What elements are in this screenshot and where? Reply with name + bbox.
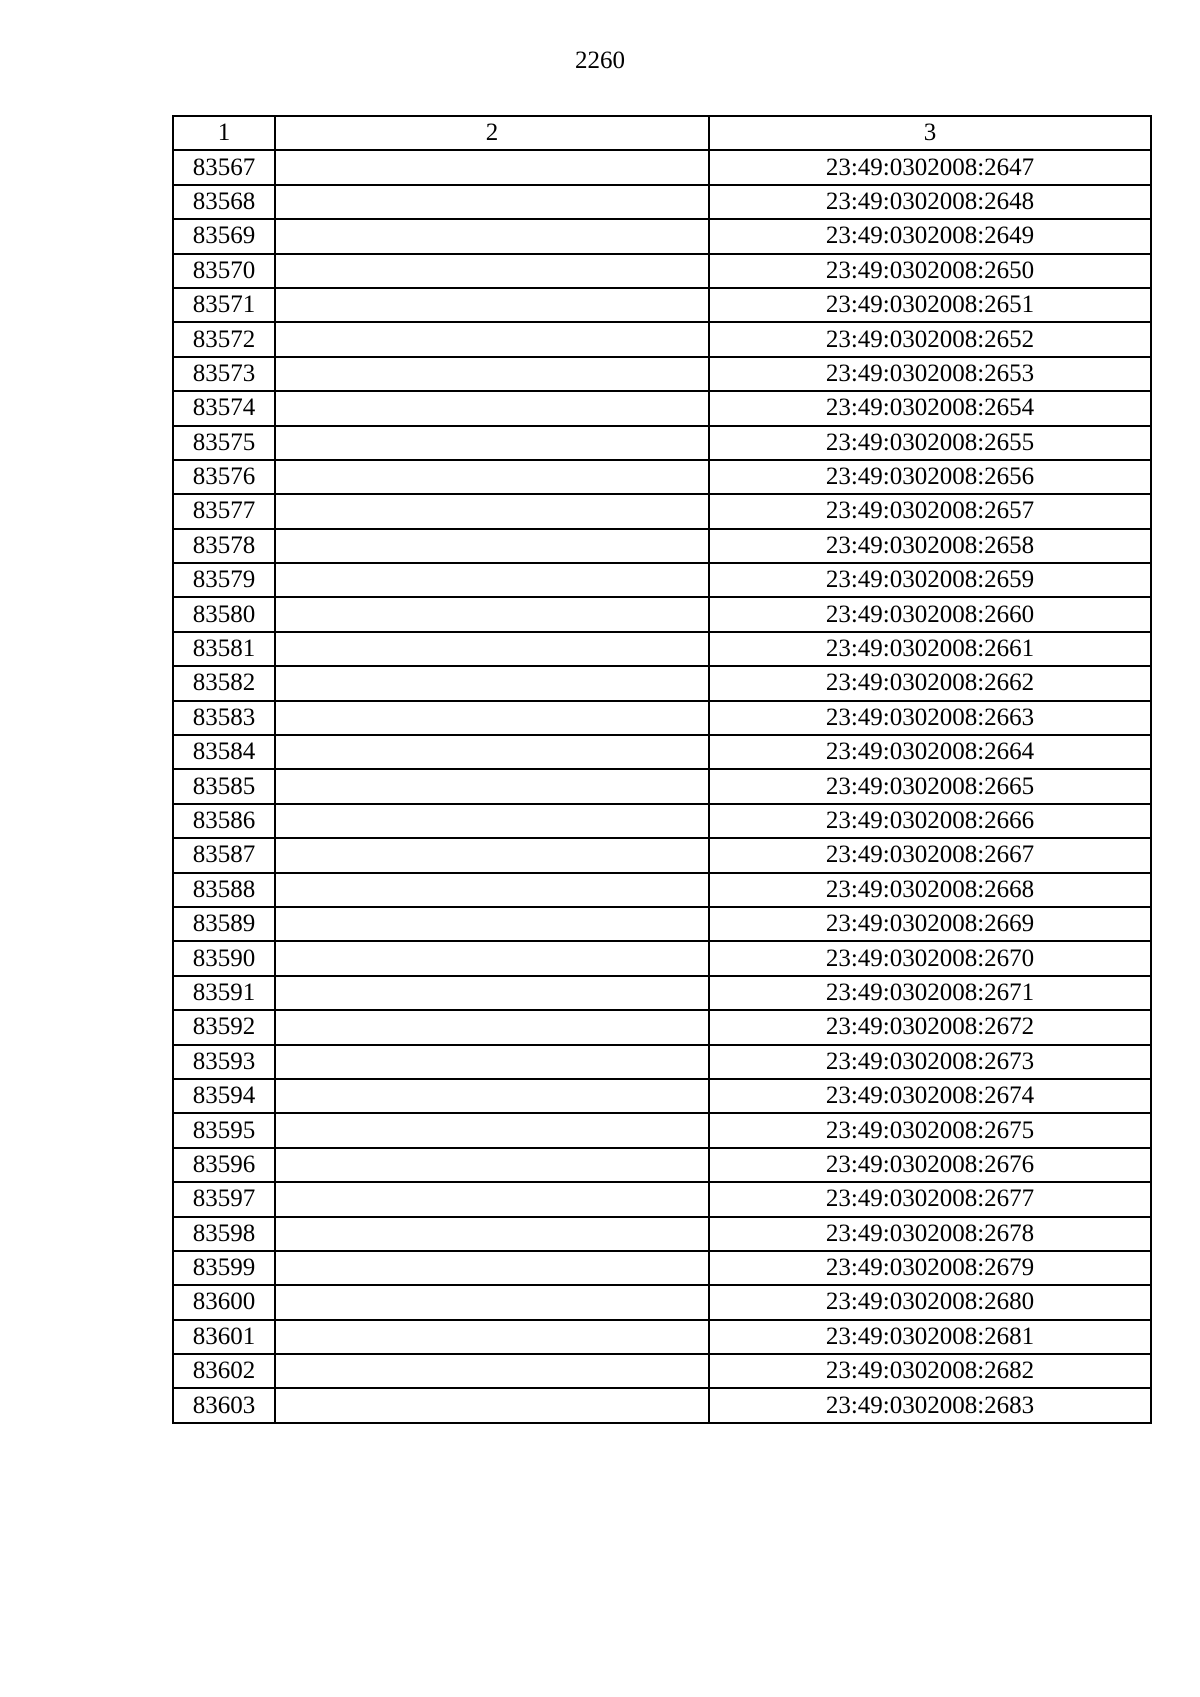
cadastral-number-cell: 23:49:0302008:2652 [709, 322, 1151, 356]
cadastral-number-cell: 23:49:0302008:2676 [709, 1148, 1151, 1182]
row-number-cell: 83583 [173, 701, 275, 735]
description-cell [275, 976, 709, 1010]
table-row [173, 1079, 1151, 1113]
table-row [173, 701, 1151, 735]
column-header-1: 1 [173, 116, 275, 150]
description-cell [275, 1251, 709, 1285]
row-number-cell: 83581 [173, 632, 275, 666]
cadastral-number-cell: 23:49:0302008:2649 [709, 219, 1151, 253]
table-row [173, 1285, 1151, 1319]
description-cell [275, 357, 709, 391]
cadastral-number-cell: 23:49:0302008:2663 [709, 701, 1151, 735]
description-cell [275, 288, 709, 322]
row-number-cell: 83597 [173, 1182, 275, 1216]
row-number-cell: 83570 [173, 254, 275, 288]
table-row [173, 907, 1151, 941]
description-cell [275, 219, 709, 253]
table-row [173, 254, 1151, 288]
table-row [173, 1354, 1151, 1388]
row-number-cell: 83601 [173, 1320, 275, 1354]
table-row [173, 1148, 1151, 1182]
cadastral-number-cell: 23:49:0302008:2665 [709, 769, 1151, 803]
description-cell [275, 1320, 709, 1354]
row-number-cell: 83574 [173, 391, 275, 425]
table-row [173, 150, 1151, 184]
row-number-cell: 83568 [173, 185, 275, 219]
row-number-cell: 83586 [173, 804, 275, 838]
row-number-cell: 83569 [173, 219, 275, 253]
description-cell [275, 804, 709, 838]
cadastral-number-cell: 23:49:0302008:2674 [709, 1079, 1151, 1113]
cadastral-number-cell: 23:49:0302008:2666 [709, 804, 1151, 838]
description-cell [275, 632, 709, 666]
cadastral-number-cell: 23:49:0302008:2664 [709, 735, 1151, 769]
description-cell [275, 838, 709, 872]
row-number-cell: 83579 [173, 563, 275, 597]
table-row [173, 976, 1151, 1010]
row-number-cell: 83600 [173, 1285, 275, 1319]
row-number-cell: 83595 [173, 1113, 275, 1147]
row-number-cell: 83592 [173, 1010, 275, 1044]
row-number-cell: 83599 [173, 1251, 275, 1285]
cadastral-number-cell: 23:49:0302008:2670 [709, 941, 1151, 975]
row-number-cell: 83593 [173, 1045, 275, 1079]
description-cell [275, 873, 709, 907]
row-number-cell: 83571 [173, 288, 275, 322]
description-cell [275, 1182, 709, 1216]
cadastral-number-cell: 23:49:0302008:2653 [709, 357, 1151, 391]
column-header-2: 2 [275, 116, 709, 150]
cadastral-number-cell: 23:49:0302008:2647 [709, 150, 1151, 184]
description-cell [275, 1045, 709, 1079]
cadastral-number-cell: 23:49:0302008:2654 [709, 391, 1151, 425]
description-cell [275, 666, 709, 700]
row-number-cell: 83588 [173, 873, 275, 907]
description-cell [275, 460, 709, 494]
table-row [173, 597, 1151, 631]
cadastral-number-cell: 23:49:0302008:2680 [709, 1285, 1151, 1319]
row-number-cell: 83594 [173, 1079, 275, 1113]
table-row [173, 804, 1151, 838]
row-number-cell: 83598 [173, 1217, 275, 1251]
cadastral-number-cell: 23:49:0302008:2669 [709, 907, 1151, 941]
description-cell [275, 494, 709, 528]
description-cell [275, 1148, 709, 1182]
cadastral-number-cell: 23:49:0302008:2681 [709, 1320, 1151, 1354]
description-cell [275, 254, 709, 288]
row-number-cell: 83596 [173, 1148, 275, 1182]
table-body [173, 150, 1151, 1422]
table-row [173, 357, 1151, 391]
description-cell [275, 735, 709, 769]
table-row [173, 1182, 1151, 1216]
row-number-cell: 83589 [173, 907, 275, 941]
table-row [173, 391, 1151, 425]
description-cell [275, 1285, 709, 1319]
cadastral-number-cell: 23:49:0302008:2677 [709, 1182, 1151, 1216]
table-row [173, 460, 1151, 494]
cadastral-number-cell: 23:49:0302008:2679 [709, 1251, 1151, 1285]
row-number-cell: 83576 [173, 460, 275, 494]
table-row [173, 1010, 1151, 1044]
row-number-cell: 83591 [173, 976, 275, 1010]
cadastral-number-cell: 23:49:0302008:2651 [709, 288, 1151, 322]
description-cell [275, 1113, 709, 1147]
description-cell [275, 322, 709, 356]
description-cell [275, 391, 709, 425]
description-cell [275, 597, 709, 631]
table-row [173, 1388, 1151, 1422]
column-header-3: 3 [709, 116, 1151, 150]
table-row [173, 1320, 1151, 1354]
cadastral-number-cell: 23:49:0302008:2650 [709, 254, 1151, 288]
description-cell [275, 941, 709, 975]
cadastral-number-cell: 23:49:0302008:2675 [709, 1113, 1151, 1147]
row-number-cell: 83567 [173, 150, 275, 184]
table-row [173, 838, 1151, 872]
table-header-row [173, 116, 1151, 150]
cadastral-number-cell: 23:49:0302008:2658 [709, 529, 1151, 563]
cadastral-number-cell: 23:49:0302008:2667 [709, 838, 1151, 872]
register-table [172, 115, 1152, 1424]
cadastral-number-cell: 23:49:0302008:2659 [709, 563, 1151, 597]
table-row [173, 494, 1151, 528]
cadastral-number-cell: 23:49:0302008:2672 [709, 1010, 1151, 1044]
description-cell [275, 185, 709, 219]
description-cell [275, 701, 709, 735]
cadastral-number-cell: 23:49:0302008:2678 [709, 1217, 1151, 1251]
cadastral-number-cell: 23:49:0302008:2657 [709, 494, 1151, 528]
row-number-cell: 83585 [173, 769, 275, 803]
description-cell [275, 529, 709, 563]
cadastral-number-cell: 23:49:0302008:2671 [709, 976, 1151, 1010]
table-row [173, 1045, 1151, 1079]
row-number-cell: 83573 [173, 357, 275, 391]
row-number-cell: 83602 [173, 1354, 275, 1388]
table-row [173, 873, 1151, 907]
table-row [173, 769, 1151, 803]
description-cell [275, 426, 709, 460]
table-row [173, 426, 1151, 460]
row-number-cell: 83582 [173, 666, 275, 700]
page-number: 2260 [575, 47, 625, 74]
table-row [173, 219, 1151, 253]
cadastral-number-cell: 23:49:0302008:2648 [709, 185, 1151, 219]
cadastral-number-cell: 23:49:0302008:2655 [709, 426, 1151, 460]
table-row [173, 1113, 1151, 1147]
table-row [173, 941, 1151, 975]
cadastral-number-cell: 23:49:0302008:2661 [709, 632, 1151, 666]
table-row [173, 185, 1151, 219]
cadastral-number-cell: 23:49:0302008:2682 [709, 1354, 1151, 1388]
row-number-cell: 83572 [173, 322, 275, 356]
description-cell [275, 907, 709, 941]
row-number-cell: 83590 [173, 941, 275, 975]
row-number-cell: 83575 [173, 426, 275, 460]
description-cell [275, 150, 709, 184]
description-cell [275, 563, 709, 597]
cadastral-number-cell: 23:49:0302008:2683 [709, 1388, 1151, 1422]
table-row [173, 529, 1151, 563]
row-number-cell: 83584 [173, 735, 275, 769]
description-cell [275, 1217, 709, 1251]
description-cell [275, 769, 709, 803]
row-number-cell: 83587 [173, 838, 275, 872]
table-row [173, 1251, 1151, 1285]
description-cell [275, 1010, 709, 1044]
table-row [173, 563, 1151, 597]
cadastral-number-cell: 23:49:0302008:2668 [709, 873, 1151, 907]
table-row [173, 1217, 1151, 1251]
row-number-cell: 83603 [173, 1388, 275, 1422]
cadastral-number-cell: 23:49:0302008:2656 [709, 460, 1151, 494]
description-cell [275, 1079, 709, 1113]
table-row [173, 322, 1151, 356]
description-cell [275, 1388, 709, 1422]
table-row [173, 288, 1151, 322]
cadastral-number-cell: 23:49:0302008:2673 [709, 1045, 1151, 1079]
row-number-cell: 83578 [173, 529, 275, 563]
table-row [173, 632, 1151, 666]
cadastral-number-cell: 23:49:0302008:2660 [709, 597, 1151, 631]
row-number-cell: 83580 [173, 597, 275, 631]
table-row [173, 735, 1151, 769]
cadastral-number-cell: 23:49:0302008:2662 [709, 666, 1151, 700]
description-cell [275, 1354, 709, 1388]
row-number-cell: 83577 [173, 494, 275, 528]
table-row [173, 666, 1151, 700]
